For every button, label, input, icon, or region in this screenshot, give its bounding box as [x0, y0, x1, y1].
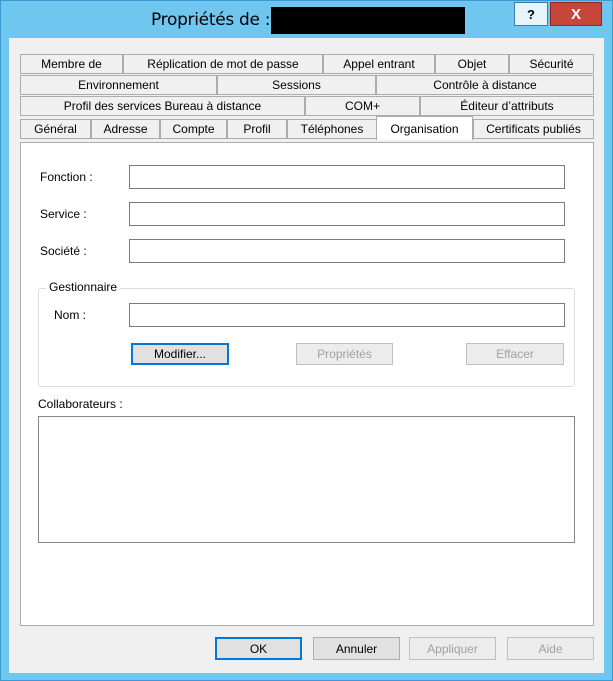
- proprietes-button[interactable]: Propriétés: [296, 343, 393, 365]
- close-button[interactable]: [550, 2, 602, 26]
- tab-certificats-publies[interactable]: Certificats publiés: [473, 119, 594, 139]
- modifier-button[interactable]: Modifier...: [131, 343, 229, 365]
- tab-general[interactable]: Général: [20, 119, 91, 139]
- service-field[interactable]: [129, 202, 565, 226]
- tab-profil-services-bureau-a-distance[interactable]: Profil des services Bureau à distance: [20, 96, 305, 116]
- tab-replication-mot-de-passe[interactable]: Réplication de mot de passe: [123, 54, 323, 74]
- tab-com-plus[interactable]: COM+: [305, 96, 420, 116]
- nom-label: Nom :: [54, 308, 87, 322]
- tab-securite[interactable]: Sécurité: [509, 54, 594, 74]
- title-bar[interactable]: [1, 1, 612, 37]
- tab-compte[interactable]: Compte: [160, 119, 227, 139]
- societe-label: Société :: [40, 244, 87, 258]
- fonction-label: Fonction :: [40, 170, 93, 184]
- tab-editeur-attributs[interactable]: Éditeur d’attributs: [420, 96, 594, 116]
- dialog-client-area: [9, 38, 604, 673]
- tab-telephones[interactable]: Téléphones: [287, 119, 377, 139]
- window-title: Propriétés de :: [151, 10, 271, 30]
- close-icon: X: [570, 5, 581, 23]
- question-mark-icon: ?: [527, 6, 535, 22]
- fonction-field[interactable]: [129, 165, 565, 189]
- tab-appel-entrant[interactable]: Appel entrant: [323, 54, 435, 74]
- tab-profil[interactable]: Profil: [227, 119, 287, 139]
- redacted-object-name: [271, 7, 465, 34]
- gestionnaire-group-title: Gestionnaire: [46, 280, 120, 294]
- nom-field[interactable]: [129, 303, 565, 327]
- ok-button[interactable]: OK: [215, 637, 302, 660]
- effacer-button[interactable]: Effacer: [466, 343, 564, 365]
- tab-objet[interactable]: Objet: [435, 54, 509, 74]
- aide-button[interactable]: Aide: [507, 637, 594, 660]
- tab-adresse[interactable]: Adresse: [91, 119, 160, 139]
- tab-sessions[interactable]: Sessions: [217, 75, 376, 95]
- societe-field[interactable]: [129, 239, 565, 263]
- collaborateurs-list[interactable]: [38, 416, 575, 543]
- tab-environnement[interactable]: Environnement: [20, 75, 217, 95]
- appliquer-button[interactable]: Appliquer: [409, 637, 496, 660]
- annuler-button[interactable]: Annuler: [313, 637, 400, 660]
- organisation-tab-page: [20, 142, 594, 626]
- tab-controle-a-distance[interactable]: Contrôle à distance: [376, 75, 594, 95]
- service-label: Service :: [40, 207, 87, 221]
- help-button[interactable]: [514, 2, 548, 26]
- tab-organisation[interactable]: Organisation: [376, 116, 473, 140]
- collaborateurs-label: Collaborateurs :: [38, 397, 123, 411]
- tab-membre-de[interactable]: Membre de: [20, 54, 123, 74]
